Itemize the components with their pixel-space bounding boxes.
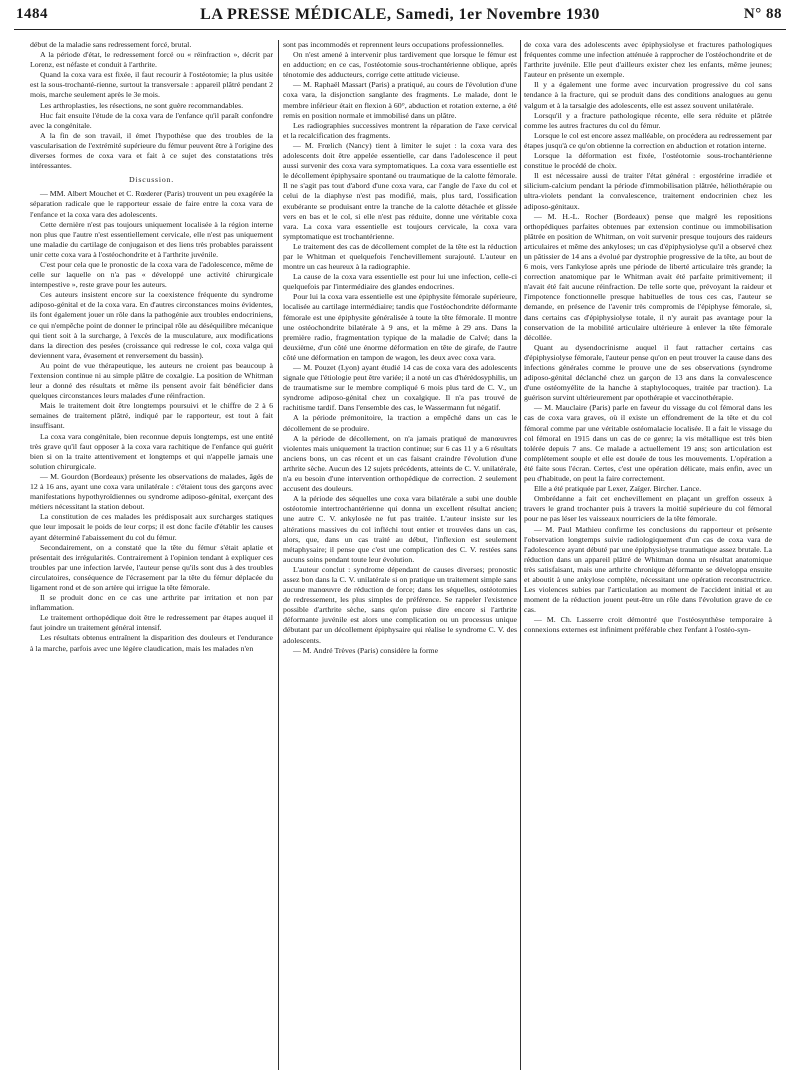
- paragraph: A la période d'état, le redressement forcé ou « réinfraction », décrit par Lorenz, est néfaste et conduit à l'arthrite.: [30, 50, 273, 70]
- paragraph: — M. Gourdon (Bordeaux) présente les observations de malades, âgés de 12 à 16 ans, ayant une coxa vara unilatérale : c'étaient tous des garçons avec manifestations hypothyroïdiennes ou syndrome adiposo-génital, exerçant des métiers nécessitant la station debout.: [30, 471, 273, 512]
- paragraph: début de la maladie sans redressement forcé, brutal.: [30, 40, 192, 49]
- paragraph: — M. Raphaël Massart (Paris) a pratiqué, au cours de l'évolution d'une coxa vara, la disjonction sanglante des fragments. Le malade, dont le membre inférieur était en flexion à 60°, abduction et rotation externe, a été remis en position normale et immobilisé dans un plâtre.: [283, 80, 517, 120]
- paragraph: C'est pour cela que le pronostic de la coxa vara de l'adolescence, même de celle sur laquelle on n'a pas « développé une activité chirurgicale intempestive », reste grave pour les auteurs.: [30, 259, 273, 290]
- paragraph: A la période prémonitoire, la traction a empêché dans un cas le décollement de se produire.: [283, 413, 517, 433]
- text-column-1: [30, 40, 273, 1070]
- paragraph: — M. André Trèves (Paris) considère la forme: [293, 645, 439, 655]
- text-column-2: [283, 40, 517, 1070]
- paragraph: Lorsqu'il y a fracture pathologique récente, elle sera réduite et plâtrée comme les autres fractures du col du fémur.: [524, 110, 772, 130]
- paragraph: Quant au dysendocrinisme auquel il faut rattacher certains cas d'épiphysiolyse fémorale, l'auteur pense qu'on en peut trouver la cause dans des infections générales comme le prouve une de ses observations (syndrome adiposo-génital déclanché chez un garçon de 13 ans dans la convalescence d'une ostéomyélite de la hanche à staphylocoques, traitée par traction). La guérison survint ultérieurement par opothérapie et vaccinothérapie.: [524, 342, 772, 403]
- paragraph: Au point de vue thérapeutique, les auteurs ne croient pas beaucoup à l'extension continue ni au simple plâtre de coxalgie. La position de Whitman leur a donné des résultats et même ils pensent avoir fait bénéficier dans quelques circonstances leurs malades d'une réinfraction.: [30, 360, 273, 401]
- paragraph: — M. Paul Mathieu confirme les conclusions du rapporteur et présente l'observation longtemps suivie radiologiquement d'un cas de coxa vara de l'adolescence ayant débuté par une épiphysiolyse traumatique assez brutale. La réduction dans un appareil plâtré de Whitman donna un résultat anatomique très satisfaisant, mais une arthrite chronique déformante se développa ensuite et aboutit à une ankylose complète, nécessitant une opération reconstructrice. Les violences subies par l'articulation au moment de l'accident initial et au moment de la réduction jouent peut-être un rôle dans l'évolution grave de ce cas.: [524, 524, 772, 615]
- paragraph: Il est nécessaire aussi de traiter l'état général : ergostérine irradiée et silicium-calcium pendant la période d'immobilisation plâtrée, héliothérapie ou ultra-violets pendant la convalescence, traitement endocrinien chez les adiposo-génitaux.: [524, 171, 772, 211]
- column-divider: [278, 40, 279, 1070]
- paragraph: Il y a également une forme avec incurvation progressive du col sans tendance à la fracture, qui se produit dans des conditions analogues au genu valgum et à la tarsalgie des adolescents, elle est assez souvent unilatérale.: [524, 80, 772, 110]
- paragraph: Ces auteurs insistent encore sur la coexistence fréquente du syndrome adiposo-génital et de la coxa vara. En d'autres circonstances moins évidentes, ils font également jouer un rôle dans la pathogénie aux troubles endocriniens, ce qui n'empêche point de donner le principal rôle au déséquilibre mécanique qui tient soit à la surcharge, à l'excès de la musculature, aux modifications dans la direction des pesées (croissance qui redresse le col, coxa valga qui deviennent vara, évasement et renversement du bassin).: [30, 290, 273, 360]
- paragraph: La cause de la coxa vara essentielle est pour lui une infection, celle-ci quelquefois par l'intermédiaire des glandes endocrines.: [283, 272, 517, 292]
- paragraph: La constitution de ces malades les prédisposait aux surcharges statiques que leur imposait le poids de leur corps; il est donc facile d'établir les causes ayant déterminé l'abaissement du col du fémur.: [30, 512, 273, 542]
- section-heading: Discussion.: [129, 175, 174, 185]
- paragraph: A la période de décollement, on n'a jamais pratiqué de manœuvres violentes mais uniquement la traction continue; sur 6 cas 11 y a 6 résultats anciens bons, un cas récent et un cas faisant craindre l'évolution d'une arthrite sèche. Aucun des 12 sujets précédents, atteints de C. V. unilatérale, n'a eu besoin d'une intervention orthopédique de correction. 2 seulement accusent des douleurs.: [283, 433, 517, 494]
- page-number: 1484: [16, 6, 48, 22]
- paragraph: Les résultats obtenus entraînent la disparition des douleurs et l'endurance à la marche, parfois avec une légère claudication, mais les malades n'en: [30, 633, 273, 653]
- paragraph: Le traitement orthopédique doit être le redressement par étapes auquel il faut joindre un traitement général intensif.: [30, 613, 273, 633]
- column-divider: [520, 40, 521, 1070]
- paragraph: Il se produit donc en ce cas une arthrite par irritation et non par inflammation.: [30, 593, 273, 613]
- paragraph: — M. Frœlich (Nancy) tient à limiter le sujet : la coxa vara des adolescents doit être appelée essentielle, car dans l'adolescence il peut aussi survenir des coxa vara symptomatiques. La coxa vara essentielle est le décollement épiphysaire spontané ou traumatique de la calotte fémorale. Il ne s'agit pas tout d'abord d'une coxa vara, car l'angle de l'axe du col et celui de la diaphyse n'est pas modifié, mais, plus tard, l'ossification exubérante se produisant entre la tranche de la calotte détachée et glissée vers en bas et le col, si elle n'est pas réduite, donne une véritable coxa vara. La coxa vara essentielle est toujours cervicale, la coxa vara symptomatique est trochantérienne.: [283, 140, 517, 241]
- journal-title: LA PRESSE MÉDICALE, Samedi, 1er Novembre 1930: [200, 6, 600, 23]
- paragraph: Quand la coxa vara est fixée, il faut recourir à l'ostéotomie; la plus usitée est la sous-trochanté-rienne, surtout la transversale : appareil plâtré pendant 2 mois, marche seulement après le 3e mois.: [30, 70, 273, 100]
- header-rule: [14, 29, 786, 30]
- paragraph: Les radiographies successives montrent la réparation de l'axe cervical et la recalcification des fragments.: [283, 120, 517, 140]
- paragraph: — M. Pouzet (Lyon) ayant étudié 14 cas de coxa vara des adolescents signale que l'étiologie peut être variée; il a noté un cas d'hérédosyphilis, un de traumatisme sur le membre compliqué 6 mois plus tard de C. V., un syndrome adiposo-génital chez un coxalgique. Il n'a pas trouvé de rachitisme tardif. Dans l'ensemble des cas, le Wassermann fut négatif.: [283, 363, 517, 413]
- paragraph: On n'est amené à intervenir plus tardivement que lorsque le fémur est en adduction; en ce cas, l'ostéotomie sous-trochantérienne oblique, après ténotomie des adducteurs, corrige cette attitude vicieuse.: [283, 50, 517, 80]
- paragraph: Lorsque la déformation est fixée, l'ostéotomie sous-trochantérienne constitue le procédé de choix.: [524, 151, 772, 171]
- paragraph: A la fin de son travail, il émet l'hypothèse que des troubles de la vascularisation de l'extrémité supérieure du fémur peuvent être à l'origine des diverses formes de coxa vara et fait à ce sujet des constatations très intéressantes.: [30, 130, 273, 171]
- paragraph: La coxa vara congénitale, bien reconnue depuis longtemps, est une entité très grave qu'il faut opposer à la coxa vara rachitique de l'enfance qui guérit bien si on la traite attentivement et longtemps et qui n'appelle jamais une solution chirurgicale.: [30, 431, 273, 471]
- paragraph: Ombrédanne a fait cet enchevillement en plaçant un greffon osseux à travers le grand trochanter puis à travers la moitié supérieure du col fémoral pour ne pas léser les vaisseaux nourriciers de la tête fémorale.: [524, 494, 772, 524]
- page-header: [0, 4, 800, 26]
- paragraph: sont pas incommodés et reprennent leurs occupations professionnelles.: [283, 40, 504, 49]
- paragraph: de coxa vara des adolescents avec épiphysiolyse et fractures pathologiques fréquentes comme une infection atténuée à rapprocher de l'ostéochondrite et de l'arthrite juvénile. Elle peut d'ailleurs exister chez les enfants, même jeunes; l'auteur en présente un exemple.: [524, 40, 772, 80]
- paragraph: Huc fait ensuite l'étude de la coxa vara de l'enfance qu'il paraît confondre avec la congénitale.: [30, 110, 273, 130]
- issue-number: N° 88: [743, 6, 782, 22]
- paragraph: — M. Ch. Lasserre croit démontré que l'ostéosynthèse temporaire à connexions externes est infiniment préférable chez l'enfant à l'ostéo-syn-: [524, 615, 772, 635]
- paragraph: Le traitement des cas de décollement complet de la tête est la réduction par le Whitman et quelquefois l'enchevillement surajouté. L'auteur en montre un cas heureux à la radiographie.: [283, 241, 517, 272]
- paragraph: Elle a été pratiquée par Lexer, Zaïger. Bircher. Lance.: [534, 484, 702, 494]
- paragraph: Les arthroplasties, les résections, ne sont guère recommandables.: [40, 100, 244, 110]
- paragraph: Lorsque le col est encore assez malléable, on procédera au redressement par étapes jusqu'à ce qu'on obtienne la correction en abduction et rotation interne.: [524, 130, 772, 150]
- paragraph: Pour lui la coxa vara essentielle est une épiphysite fémorale supérieure, localisée au cartilage intermédiaire; tandis que l'ostéochondrite déformante fémorale est une épiphysite généralisée à toute la tête fémorale. Il montre une ostéochondrite bilatérale à 9 ans, et la même à 29 ans. Dans la première radio, fragmentation typique de la maladie de Calvé; dans la deuxième, d'un côté une énorme déformation en tête de girafe, de l'autre côté une déformation en tampon de wagon, les deux avec coxa vara.: [283, 292, 517, 362]
- paragraph: — M. H.-L. Rocher (Bordeaux) pense que malgré les repositions orthopédiques parfaites obtenues par extension continue ou immobilisation plâtrée en position de Whitman, on voit survenir presque toujours des raideurs articulaires et même des ankyloses; un cas d'épiphysiolyse qu'il a observé chez un pâtissier de 14 ans a évolué par dystrophie progressive de la tête, au bout de 6 mois, vers l'ankylose après une période de liberté articulaire très grande; la correction anatomique par le Whitman avait été parfaite primitivement; il n'avait été fait aucune réinfraction. De telle sorte que, prévoyant la raideur et l'impotence fonctionnelle presque habituelles de tous ces cas, l'auteur se demande, en présence de l'avenir très compromis de l'épiphyse fémorale, si, dans certains cas d'épiphysiolyse totale, il n'y aurait pas avantage pour la conservation de la mobilité articulaire ultérieure à enlever la tête fémorale décollée.: [524, 211, 772, 342]
- paragraph: — MM. Albert Mouchet et C. Rœderer (Paris) trouvent un peu exagérée la séparation radicale que le rapporteur essaie de faire entre la coxa vara de l'enfance et la coxa vara des adolescents.: [30, 189, 273, 219]
- paragraph: Secondairement, on a constaté que la tête du fémur s'était aplatie et présentait des irrégularités. Contrairement à l'opinion tendant à expliquer ces troubles par une infection larvée, l'auteur pense qu'ils sont dus à des troubles circulatoires, conséquence de l'écrasement par la tête du fémur déplacée du ligament rond et de son artère qui irrigue la tête fémorale.: [30, 542, 273, 592]
- text-column-3: [524, 40, 772, 1070]
- paragraph: — M. Mauclaire (Paris) parle en faveur du vissage du col fémoral dans les cas de coxa vara graves, où il existe un effondrement de la tête et du col fémoral comme par une véritable ostéomalacie localisée. Il a fait le vissage du col fémoral en 1915 dans un cas de ce genre; la vis métallique est très bien tolérée depuis 7 ans. Ce malade a actuellement 19 ans; son articulation est complètement souple et elle est douée de tous les mouvements. L'opération a été faite sous l'écran. Certes, c'est une opération délicate, mais enfin, avec un peu d'habitude, on peut la faire correctement.: [524, 403, 772, 484]
- paragraph: Cette dernière n'est pas toujours uniquement localisée à la région interne non plus que l'autre n'est essentiellement cervicale, elle n'est pas uniquement une maladie du cartilage de conjugaison et des liens très probables paraissent unir cette coxa vara à l'ostéochondrite et à l'arthrite juvénile.: [30, 219, 273, 259]
- paragraph: Mais le traitement doit être longtemps poursuivi et le chiffre de 2 à 6 semaines de traitement plâtré, indiqué par le rapporteur, est tout à fait insuffisant.: [30, 401, 273, 431]
- paragraph: A la période des séquelles une coxa vara bilatérale a subi une double ostéotomie intertrochantérienne qui donna un excellent résultat ancien; une autre C. V. ankylosée ne fut pas traitée. L'auteur insiste sur les altérations massives du col infléchi tout entier et trouvées dans un cas, alors, que, dans un cas traité au début, l'inflexion est seulement métaphysaire; il pense que c'est une complication des C. V. restées sans aucuns soins pendant toute leur évolution.: [283, 494, 517, 564]
- paragraph: L'auteur conclut : syndrome dépendant de causes diverses; pronostic assez bon dans la C. V. unilatérale si on pratique un traitement simple sans aucune manœuvre de réduction de force; dans les séquelles, ostéotomies de redressement, les plus simples de préférence. Se rappeler l'existence possible d'arthrite sèche, sans qu'on puisse dire encore si l'arthrite déformante juvénile est alors une complication ou un processus unique débutant par un décollement épiphysaire qui réalise le syndrome C. V. des adolescents.: [283, 564, 517, 645]
